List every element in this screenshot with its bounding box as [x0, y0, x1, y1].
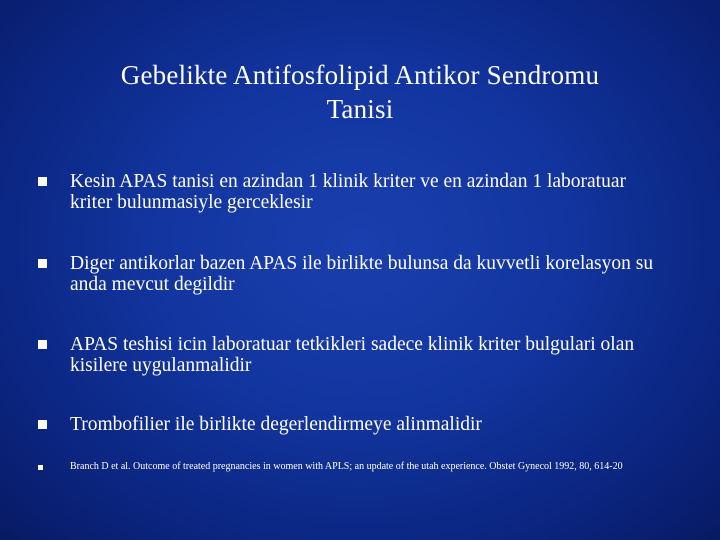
reference-text: Branch D et al. Outcome of treated pregnancies in women with APLS; an update of the utah experience. Obstet Gynecol 1992, 80, 614-20 [70, 461, 623, 472]
bullet-text: Diger antikorlar bazen APAS ile birlikte bulunsa da kuvvetli korelasyon su anda mevcut degildir [70, 253, 654, 295]
bullet-text: Trombofilier ile birlikte degerlendirmeye alinmalidir [70, 414, 482, 435]
slide-title-line-2: Tanisi [326, 94, 394, 124]
slide-title-line-1: Gebelikte Antifosfolipid Antikor Sendromu [120, 60, 600, 90]
square-bullet-icon [38, 259, 47, 268]
bullet-text: APAS teshisi icin laboratuar tetkikleri sadece klinik kriter bulgulari olan kisilere uygulanmalidir [70, 334, 635, 376]
square-bullet-icon [38, 465, 43, 470]
bullet-text: Kesin APAS tanisi en azindan 1 klinik kriter ve en azindan 1 laboratuar kriter bulunmasiyle gerceklesir [70, 171, 626, 213]
square-bullet-icon [38, 340, 47, 349]
square-bullet-icon [38, 420, 47, 429]
square-bullet-icon [38, 177, 47, 186]
